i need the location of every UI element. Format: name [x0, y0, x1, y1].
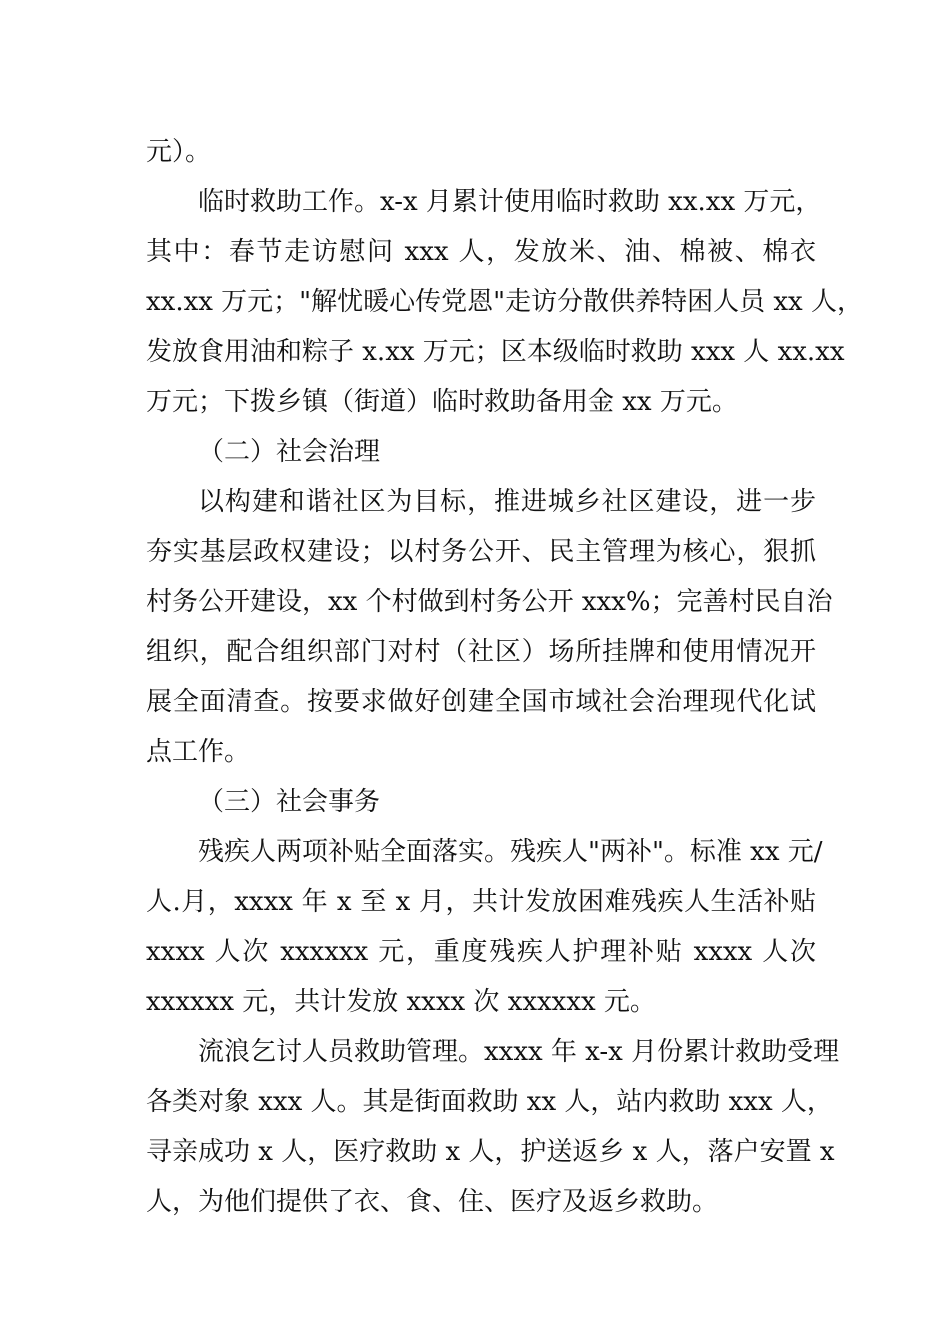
text-line: 寻亲成功 x 人，医疗救助 x 人，护送返乡 x 人，落户安置 x — [146, 1137, 835, 1167]
text-line: 元）。 — [146, 137, 212, 167]
text-line: 其中：春节走访慰问 xxx 人，发放米、油、棉被、棉衣 — [146, 237, 816, 267]
text-line: 点工作。 — [146, 737, 251, 767]
text-line: 万元；下拨乡镇（街道）临时救助备用金 xx 万元。 — [146, 387, 738, 417]
text-line: 展全面清查。按要求做好创建全国市域社会治理现代化试 — [146, 687, 816, 717]
paragraph-disability-subsidy-line: 残疾人两项补贴全面落实。残疾人"两补"。标准 xx 元/ — [198, 837, 823, 867]
text-line: 人.月，xxxx 年 x 至 x 月，共计发放困难残疾人生活补贴 — [146, 887, 816, 917]
paragraph-vagrant-relief-line: 流浪乞讨人员救助管理。xxxx 年 x-x 月份累计救助受理 — [198, 1037, 840, 1067]
text-line: 村务公开建设，xx 个村做到村务公开 xxx%；完善村民自治 — [146, 587, 833, 617]
text-line: xxxxxx 元，共计发放 xxxx 次 xxxxxx 元。 — [146, 987, 656, 1017]
text-line: xxxx 人次 xxxxxx 元，重度残疾人护理补贴 xxxx 人次 — [146, 937, 816, 967]
paragraph-community-line: 以构建和谐社区为目标，推进城乡社区建设，进一步 — [198, 487, 816, 517]
text-line: 人，为他们提供了衣、食、住、医疗及返乡救助。 — [146, 1187, 719, 1217]
text-line: 组织，配合组织部门对村（社区）场所挂牌和使用情况开 — [146, 637, 816, 667]
text-line: 各类对象 xxx 人。其是街面救助 xx 人，站内救助 xxx 人， — [146, 1087, 833, 1117]
section-heading-social-affairs: （三）社会事务 — [198, 787, 381, 817]
paragraph-temporary-relief-line: 临时救助工作。x-x 月累计使用临时救助 xx.xx 万元， — [198, 187, 822, 217]
text-line: xx.xx 万元；"解忧暖心传党恩"走访分散供养特困人员 xx 人， — [146, 287, 863, 317]
section-heading-social-governance: （二）社会治理 — [198, 437, 381, 467]
text-line: 夯实基层政权建设；以村务公开、民主管理为核心，狠抓 — [146, 537, 816, 567]
text-line: 发放食用油和粽子 x.xx 万元；区本级临时救助 xxx 人 xx.xx — [146, 337, 845, 367]
